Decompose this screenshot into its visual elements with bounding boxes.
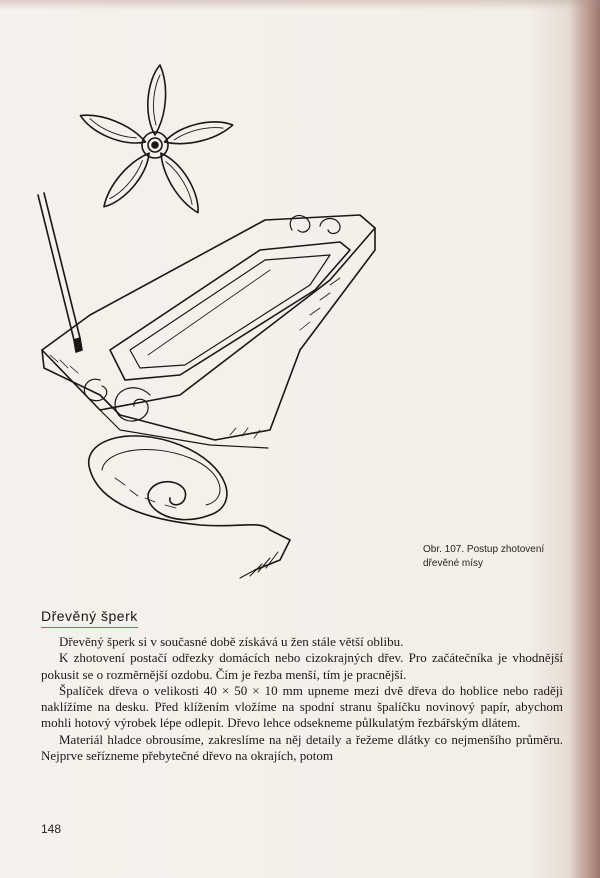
caption-line-2: dřevěné mísy: [423, 558, 484, 569]
section-heading: Dřevěný šperk: [41, 608, 138, 628]
wooden-tray-drawing: [42, 215, 375, 448]
book-spine-shadow: [568, 0, 600, 878]
wooden-bowl-illustration: [30, 50, 390, 590]
flower-ornament-drawing: [77, 65, 235, 216]
section-body: [41, 634, 563, 764]
paragraph-1: Dřevěný šperk si v současné době získává u žen stále větší oblibu.: [59, 634, 404, 649]
paragraph-3: Špalíček dřeva o velikosti 40 × 50 × 10 mm upneme mezi dvě dřeva do hoblice nebo raději naklížíme na desku. Před klížením vložíme na spodní stranu špalíčku novinový papír, abychom mohli hotový výrobek lépe odlepit. Dřevo lehce odsekneme půlkulatým řezbářským dlátem.: [41, 682, 563, 731]
page-top-shadow: [0, 0, 600, 10]
paragraph-4: Materiál hladce obrousíme, zakreslíme na něj detaily a řežeme dlátky co nejmenšího průměru. Nejprve seřízneme přebytečné dřevo na okrajích, potom: [41, 731, 563, 764]
spiral-ornament-drawing: [89, 436, 290, 578]
caption-line-1: Obr. 107. Postup zhotovení: [423, 544, 545, 555]
chisel-drawing: [38, 193, 82, 352]
figure-caption: [423, 543, 573, 571]
page-number: 148: [41, 822, 62, 836]
paragraph-2: K zhotovení postačí odřezky domácích nebo cizokrajných dřev. Pro začátečníka je vhodnější pokusit se o rozměrnější ozdobu. Čím je řezba menší, tím je pracnější.: [41, 650, 563, 682]
